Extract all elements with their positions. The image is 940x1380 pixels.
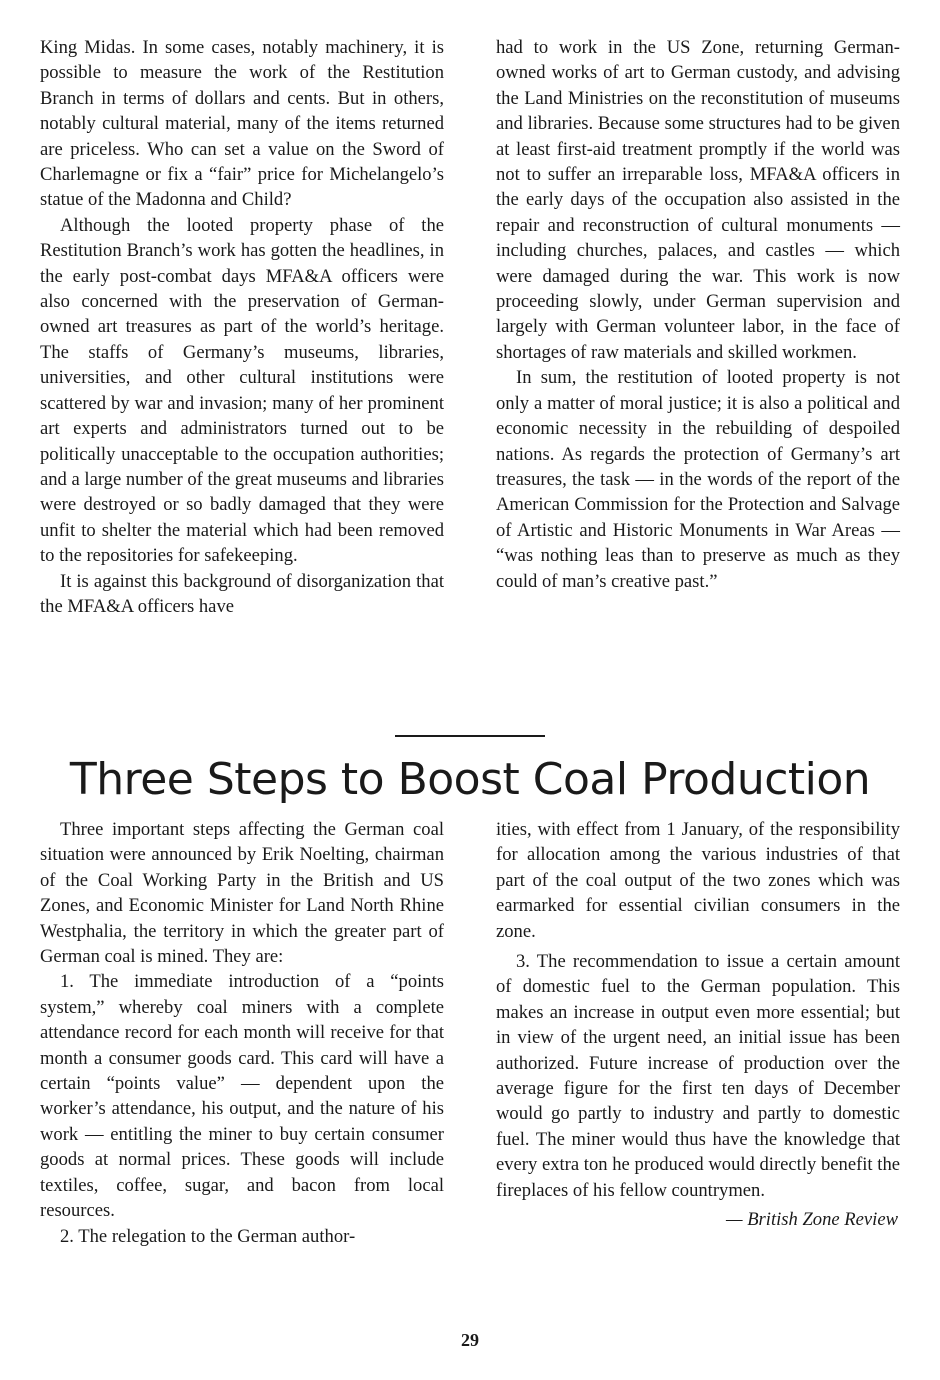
article-headline: Three Steps to Boost Coal Production — [69, 754, 871, 805]
paragraph: 3. The recommendation to issue a certain amount of domestic fuel to the German population. This makes an increase in output even more essential; but in view of the urgent need, an initial issue has been authorized. Future increase of production over the average figure for the first ten days of December would go partly to industry and partly to domestic fuel. The miner would thus have the knowledge that every extra ton he produced would directly benefit the fireplaces of his fellow countrymen. — [496, 951, 900, 1201]
paragraph: had to work in the US Zone, returning German-owned works of art to German custody, and advising the Land Ministries on the reconstitution of museums and libraries. Because some structures had to be given at least first-aid treatment promptly if the world was not to suffer an irreparable loss, MFA&A officers in the early days of the occupation also assisted in the repair and reconstruction of cultural monuments — including churches, palaces, and castles — which were damaged during the war. This work is now proceeding slowly, under German supervision and largely with German volunteer labor, in the face of shortages of raw materials and skilled workmen. — [496, 37, 900, 363]
paragraph: 1. The immediate introduction of a “points system,” whereby coal miners with a complete attendance record for each month will receive for that month a consumer goods card. This card will have a certain “points value” — dependent upon the worker’s attendance, his output, and the nature of his work — entitling the miner to buy certain consumer goods at normal prices. These goods will include textiles, coffee, sugar, and bacon from local resources. — [40, 971, 444, 1222]
section-divider — [395, 735, 545, 737]
paragraph: In sum, the restitution of looted property is not only a matter of moral justice; it is also a political and economic necessity in the rebuilding of despoiled nations. As regards the protection of Germany’s art treasures, the task — in the words of the report of the American Commission for the Protection and Salvage of Artistic and Historic Monuments in War Areas — “was nothing leas than to preserve as much as they could of man’s creative past.” — [496, 367, 900, 592]
paragraph: 2. The relegation to the German author- — [60, 1225, 356, 1247]
bottom-article-left-column — [40, 817, 444, 1249]
paragraph: ities, with effect from 1 January, of the responsibility for allocation among the various industries of that part of the coal output of the two zones which was earmarked for essential civilian consumers in the zone. — [496, 819, 900, 942]
page-number: 29 — [461, 1330, 479, 1350]
article-source: — British Zone Review — [726, 1209, 898, 1231]
paragraph: Three important steps affecting the German coal situation were announced by Erik Noelting, chairman of the Coal Working Party in the British and US Zones, and Economic Minister for Land North Rhine Westphalia, the territory in which the greater part of German coal is mined. They are: — [40, 819, 444, 968]
paragraph: Although the looted property phase of the Restitution Branch’s work has gotten the headlines, in the early post-combat days MFA&A officers were also concerned with the preservation of German-owned art treasures as part of the world’s heritage. The staffs of Germany’s museums, libraries, universities, and other cultural institutions were scattered by war and invasion; many of her prominent art experts and administrators turned out to be politically unacceptable to the occupation authorities; and a large number of the great museums and libraries were destroyed or so badly damaged that they were unfit to shelter the material which had been removed to the repositories for safekeeping. — [40, 214, 444, 567]
top-article-right-column — [496, 35, 900, 594]
bottom-article-right-column — [496, 817, 900, 1233]
top-article-left-column — [40, 35, 444, 619]
paragraph: King Midas. In some cases, notably machinery, it is possible to measure the work of the Restitution Branch in terms of dollars and cents. But in others, notably cultural material, many of the items returned are priceless. Who can set a value on the Sword of Charlemagne or fix a “fair” price for Michelangelo’s statue of the Madonna and Child? — [40, 37, 444, 211]
paragraph: It is against this background of disorganization that the MFA&A officers have — [40, 570, 444, 617]
